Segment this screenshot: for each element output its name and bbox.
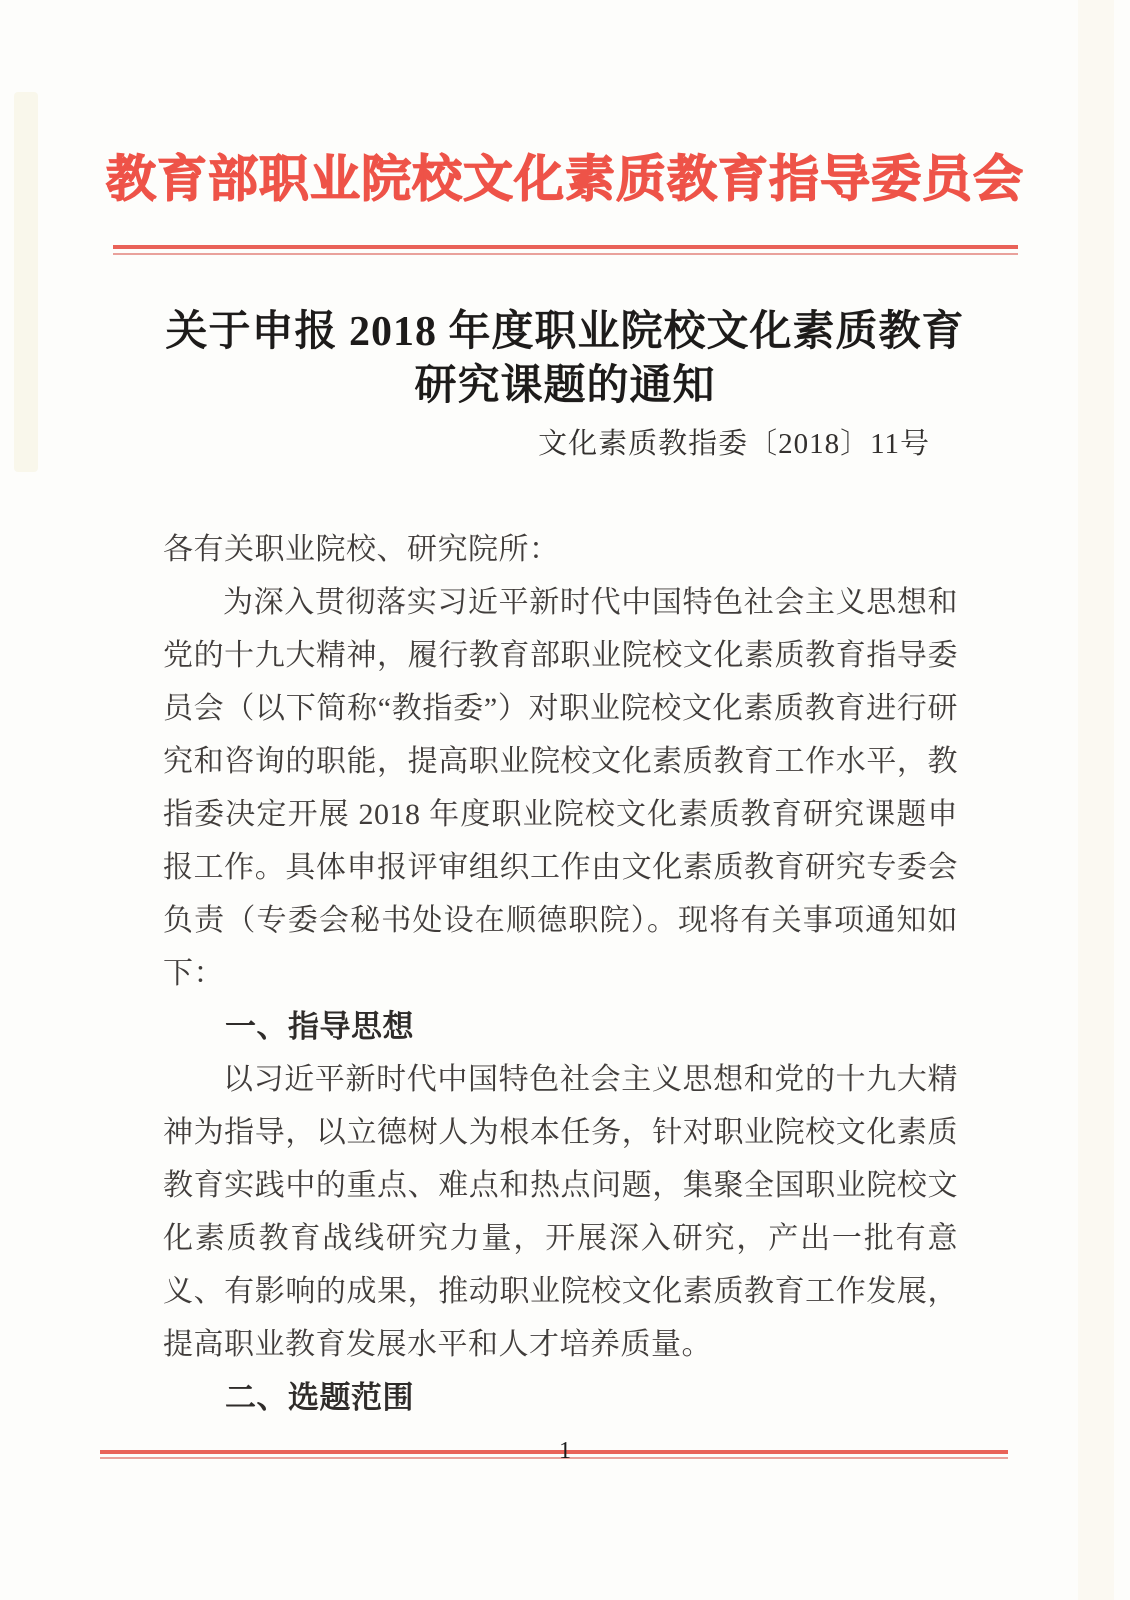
footer-rule-thin-line xyxy=(100,1457,1008,1459)
salutation: 各有关职业院校、研究院所： xyxy=(163,533,560,566)
letterhead-rule-thin-line xyxy=(113,253,1018,255)
letterhead-org-name: 教育部职业院校文化素质教育指导委员会 xyxy=(106,151,1024,207)
scan-artifact-right xyxy=(1078,0,1114,1600)
document-title-line1: 关于申报 2018 年度职业院校文化素质教育 xyxy=(165,309,965,355)
page-number: 1 xyxy=(559,1438,571,1464)
intro-paragraph: 为深入贯彻落实习近平新时代中国特色社会主义思想和党的十九大精神，履行教育部职业院校文化素质教育指导委员会（以下简称“教指委”）对职业院校文化素质教育进行研究和咨询的职能，提高职业院校文化素质教育工作水平，教指委决定开展 2018 年度职业院校文化素质教育研究课题申报工作。具体申报评审组织工作由文化素质教育研究专委会负责（专委会秘书处设在顺德职院）。现将有关事项通知如下： xyxy=(163,586,958,990)
section2-heading: 二、选题范围 xyxy=(225,1380,414,1415)
section1-heading: 一、指导思想 xyxy=(225,1009,414,1044)
letterhead-rule-thick-line xyxy=(113,245,1018,249)
section1-paragraph: 以习近平新时代中国特色社会主义思想和党的十九大精神为指导，以立德树人为根本任务，针对职业院校文化素质教育实践中的重点、难点和热点问题，集聚全国职业院校文化素质教育战线研究力量，开展深入研究，产出一批有意义、有影响的成果，推动职业院校文化素质教育工作发展，提高职业教育发展水平和人才培养质量。 xyxy=(163,1063,958,1361)
document-number: 文化素质教指委〔2018〕11号 xyxy=(538,428,930,460)
footer-separator-rule xyxy=(100,1450,1008,1459)
letterhead-separator-rule xyxy=(113,245,1018,255)
document-title-line2: 研究课题的通知 xyxy=(414,363,716,409)
document-body xyxy=(163,523,958,1424)
footer-rule-thick-line xyxy=(100,1450,1008,1454)
document-title xyxy=(0,305,1130,413)
